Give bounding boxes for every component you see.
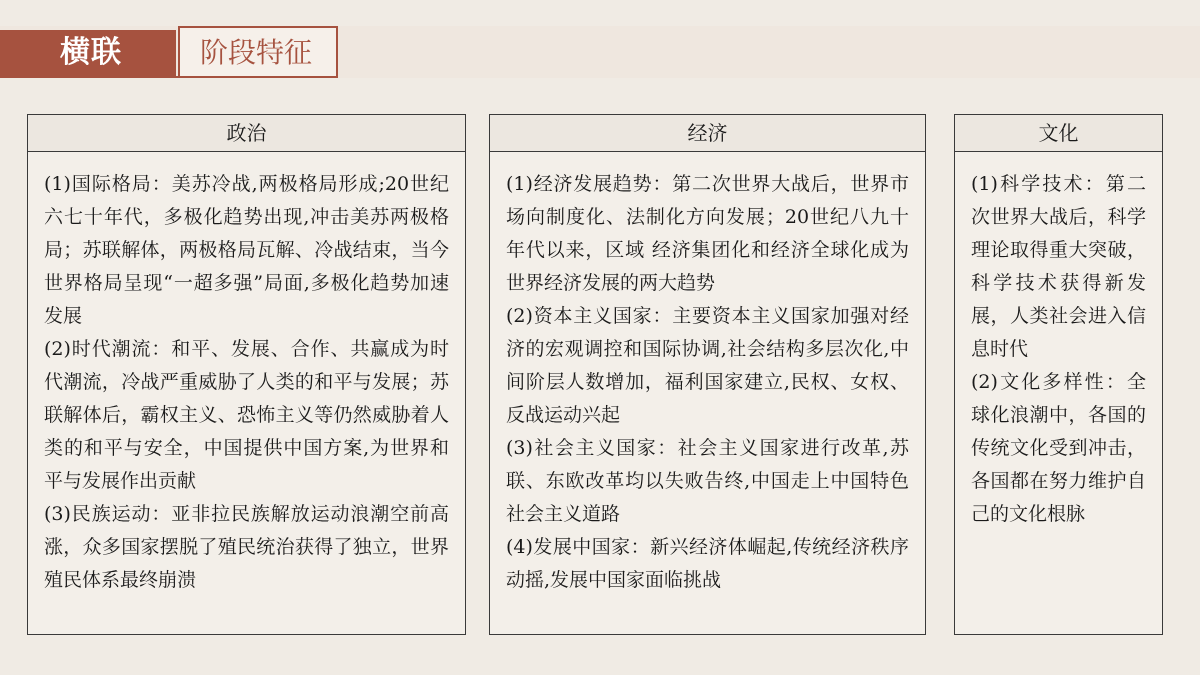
list-item: (4)发展中国家：新兴经济体崛起,传统经济秩序动摇,发展中国家面临挑战 <box>506 536 909 591</box>
list-item: (3)民族运动：亚非拉民族解放运动浪潮空前高涨，众多国家摆脱了殖民统治获得了独立，世界殖民体系最终崩溃 <box>44 503 449 591</box>
list-item: (2)资本主义国家：主要资本主义国家加强对经济的宏观调控和国际协调,社会结构多层次化,中间阶层人数增加，福利国家建立,民权、女权、反战运动兴起 <box>506 305 909 426</box>
list-item: (1)科学技术：第二次世界大战后，科学理论取得重大突破，科学技术获得新发展，人类社会进入信息时代 <box>971 173 1146 360</box>
panel-title: 经济 <box>490 115 925 152</box>
header-divider <box>0 76 338 78</box>
list-item: (1)经济发展趋势：第二次世界大战后，世界市场向制度化、法制化方向发展；20世纪八九十年代以来，区域 经济集团化和经济全球化成为世界经济发展的两大趋势 <box>506 173 909 294</box>
politics-panel <box>27 114 466 635</box>
list-item: (1)国际格局：美苏冷战,两极格局形成;20世纪六七十年代，多极化趋势出现,冲击美苏两极格局；苏联解体，两极格局瓦解、冷战结束，当今世界格局呈现“一超多强”局面,多极化趋势加速发展 <box>44 173 449 327</box>
panel-title: 文化 <box>955 115 1162 152</box>
list-item: (2)文化多样性：全球化浪潮中，各国的传统文化受到冲击，各国都在努力维护自己的文化根脉 <box>971 371 1146 525</box>
culture-panel <box>954 114 1163 635</box>
page-title: 阶段特征 <box>178 26 338 78</box>
panel-body <box>28 152 465 597</box>
list-item: (2)时代潮流：和平、发展、合作、共赢成为时代潮流，冷战严重威胁了人类的和平与发展；苏联解体后，霸权主义、恐怖主义等仍然威胁着人类的和平与安全，中国提供中国方案,为世界和平与发展作出贡献 <box>44 338 449 492</box>
panel-title: 政治 <box>28 115 465 152</box>
section-tag: 横联 <box>0 30 176 76</box>
panel-body <box>955 152 1162 531</box>
list-item: (3)社会主义国家：社会主义国家进行改革,苏联、东欧改革均以失败告终,中国走上中国特色社会主义道路 <box>506 437 909 525</box>
economy-panel <box>489 114 926 635</box>
panel-body <box>490 152 925 597</box>
